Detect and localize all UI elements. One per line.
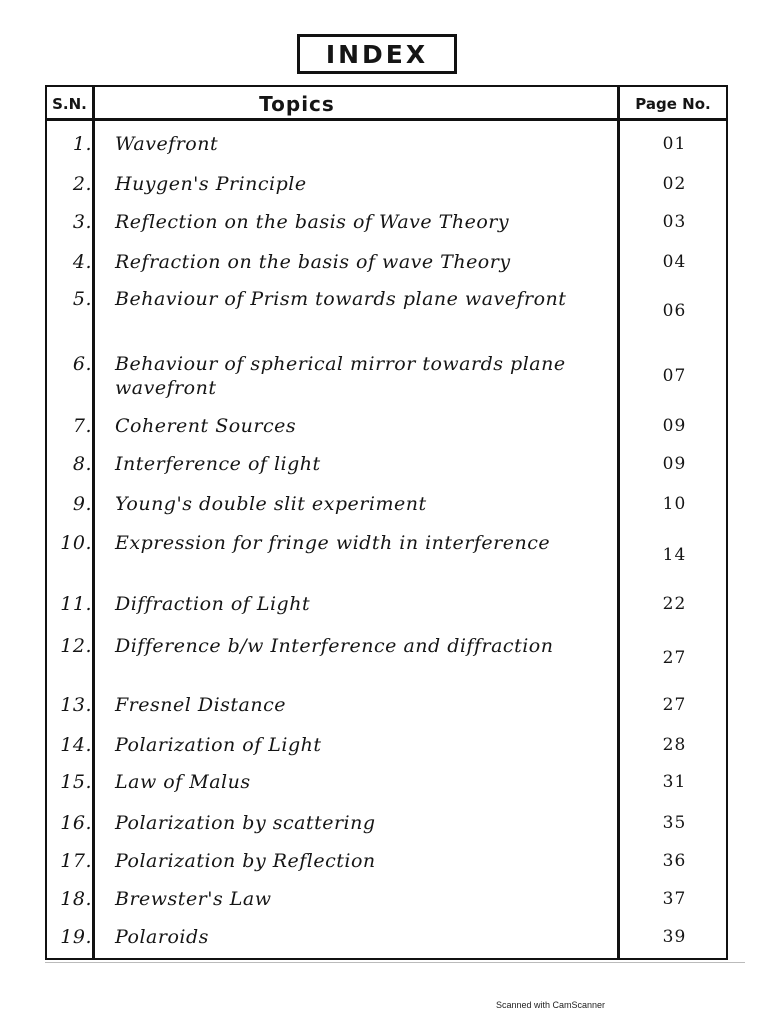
- row-topic: Polarization by scattering: [115, 812, 376, 834]
- row-serial-number: 11.: [60, 593, 92, 615]
- row-serial-number: 15.: [60, 771, 92, 793]
- row-serial-number: 18.: [60, 888, 92, 910]
- row-topic: Interference of light: [115, 453, 321, 475]
- row-topic: Brewster's Law: [115, 888, 272, 910]
- row-serial-number: 14.: [60, 734, 92, 756]
- bottom-rule: [45, 962, 745, 963]
- row-serial-number: 4.: [72, 251, 92, 273]
- row-page-number: 37: [662, 889, 687, 909]
- row-page-number: 14: [662, 545, 687, 565]
- row-page-number: 27: [662, 695, 687, 715]
- row-topic: Difference b/w Interference and diffraction: [115, 635, 554, 657]
- row-serial-number: 8.: [72, 453, 92, 475]
- row-serial-number: 12.: [60, 635, 92, 657]
- row-topic: Polarization of Light: [115, 734, 322, 756]
- row-serial-number: 5.: [72, 288, 92, 310]
- row-serial-number: 17.: [60, 850, 92, 872]
- row-page-number: 06: [662, 301, 687, 321]
- row-page-number: 07: [662, 366, 687, 386]
- row-page-number: 27: [662, 648, 687, 668]
- sn-header: S.N.: [52, 95, 87, 113]
- index-title: INDEX: [297, 34, 457, 74]
- row-topic: Behaviour of spherical mirror towards plane wavefront: [115, 353, 566, 399]
- row-page-number: 09: [662, 454, 687, 474]
- row-page-number: 22: [662, 594, 687, 614]
- row-serial-number: 3.: [72, 211, 92, 233]
- row-page-number: 02: [662, 174, 687, 194]
- row-serial-number: 13.: [60, 694, 92, 716]
- row-page-number: 39: [662, 927, 687, 947]
- row-topic: Reflection on the basis of Wave Theory: [115, 211, 510, 233]
- row-page-number: 36: [662, 851, 687, 871]
- topics-header: Topics: [259, 92, 335, 116]
- row-page-number: 04: [662, 252, 687, 272]
- row-serial-number: 1.: [72, 133, 92, 155]
- row-page-number: 01: [662, 134, 687, 154]
- row-topic: Refraction on the basis of wave Theory: [115, 251, 511, 273]
- row-topic: Young's double slit experiment: [115, 493, 427, 515]
- row-topic: Diffraction of Light: [115, 593, 311, 615]
- index-table: [45, 85, 728, 960]
- row-topic: Expression for fringe width in interference: [115, 532, 551, 554]
- row-serial-number: 9.: [72, 493, 92, 515]
- row-serial-number: 6.: [72, 353, 92, 375]
- row-topic: Behaviour of Prism towards plane wavefront: [115, 288, 567, 310]
- row-topic: Polaroids: [115, 926, 209, 948]
- row-serial-number: 7.: [72, 415, 92, 437]
- row-serial-number: 19.: [60, 926, 92, 948]
- row-page-number: 28: [662, 735, 687, 755]
- scanner-watermark: Scanned with CamScanner: [496, 1000, 606, 1010]
- row-page-number: 31: [662, 772, 687, 792]
- row-topic: Polarization by Reflection: [115, 850, 376, 872]
- row-topic: Wavefront: [115, 133, 219, 155]
- row-page-number: 35: [662, 813, 687, 833]
- row-topic: Fresnel Distance: [115, 694, 287, 716]
- page-no-header: Page No.: [635, 95, 711, 113]
- row-serial-number: 2.: [72, 173, 92, 195]
- row-topic: Law of Malus: [115, 771, 251, 793]
- row-serial-number: 16.: [60, 812, 92, 834]
- row-page-number: 09: [662, 416, 687, 436]
- row-page-number: 03: [662, 212, 687, 232]
- row-serial-number: 10.: [60, 532, 92, 554]
- row-page-number: 10: [662, 494, 687, 514]
- row-topic: Huygen's Principle: [115, 173, 307, 195]
- row-topic: Coherent Sources: [115, 415, 297, 437]
